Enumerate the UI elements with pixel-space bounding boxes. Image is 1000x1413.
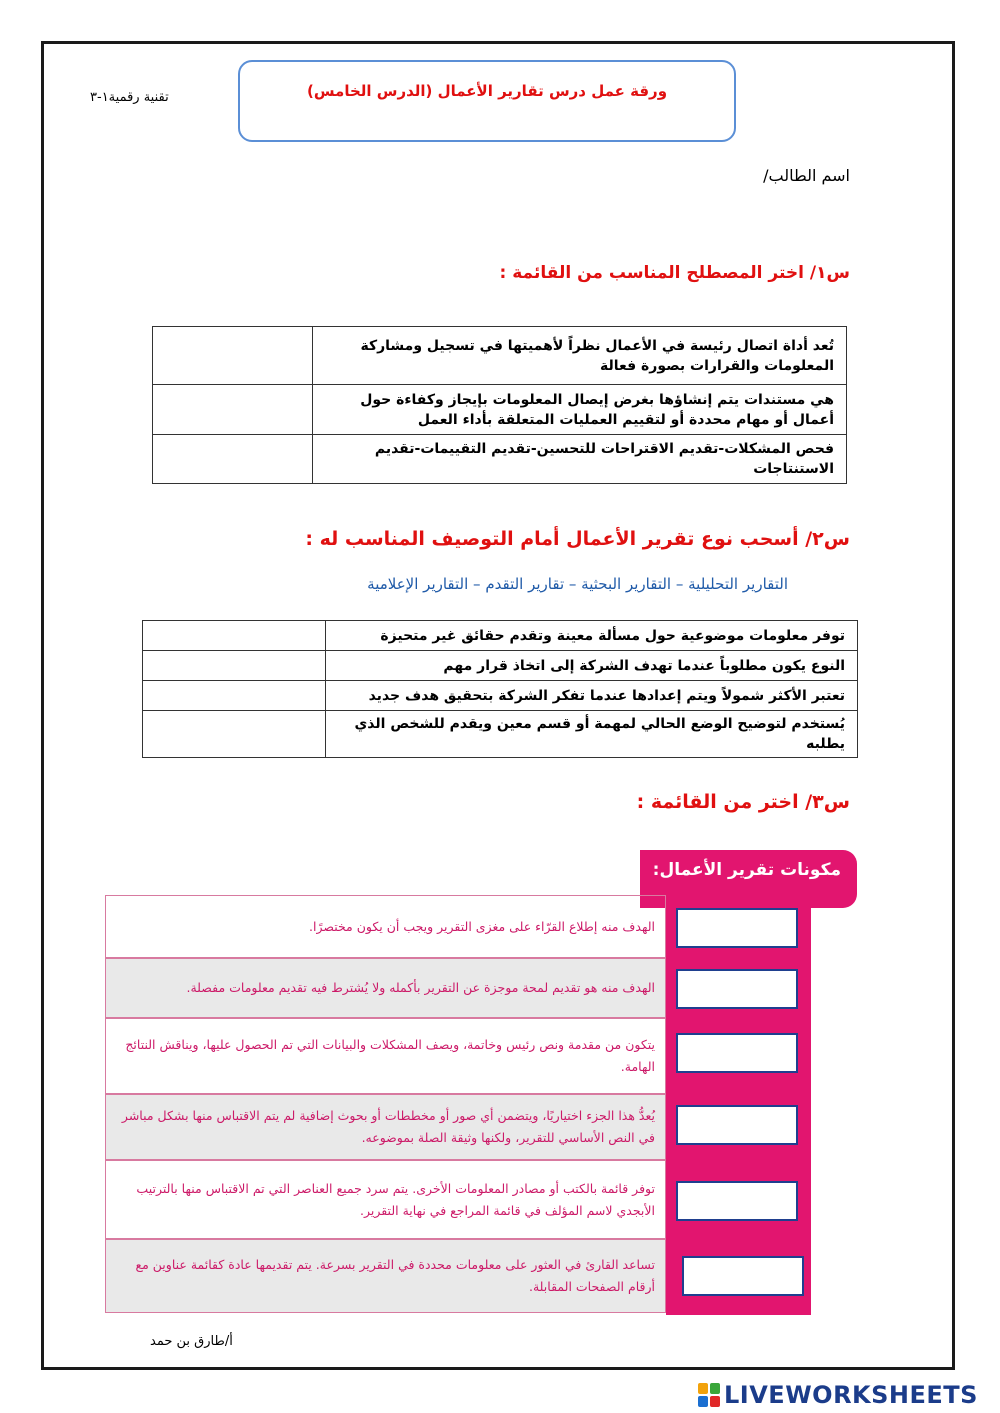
question-2-heading: س٢/ أسحب نوع تقرير الأعمال أمام التوصيف المناسب له : <box>305 528 850 550</box>
table-row <box>143 651 858 681</box>
question-1-table <box>152 326 847 484</box>
teacher-name: أ/طارق بن حمد <box>150 1334 233 1349</box>
worksheet-title: ورقة عمل درس تقارير الأعمال (الدرس الخامس) <box>306 82 668 100</box>
drop-cell[interactable] <box>143 681 326 711</box>
drop-cell[interactable] <box>143 651 326 681</box>
list-item <box>105 1160 666 1239</box>
component-description: توفر قائمة بالكتب أو مصادر المعلومات الأخرى. يتم سرد جميع العناصر التي تم الاقتباس منها بالترتيب الأبجدي لاسم المؤلف في قائمة المراجع في نهاية التقرير. <box>136 1180 655 1218</box>
liveworksheets-logo <box>698 1380 978 1410</box>
logo-text: LIVEWORKSHEETS <box>724 1381 978 1409</box>
list-item <box>105 1094 666 1160</box>
question-3-heading: س٣/ اختر من القائمة : <box>636 791 850 813</box>
component-description: يُعدُّ هذا الجزء اختياريًا، ويتضمن أي صور أو مخططات أو بحوث إضافية لم يتم الاقتباس منها بشكل مباشر في النص الأساسي للتقرير، ولكنها وثيقة الصلة بموضوعه. <box>121 1108 655 1145</box>
list-item <box>105 958 666 1018</box>
components-panel-title: مكونات تقرير الأعمال: <box>652 860 841 880</box>
student-name-label: اسم الطالب/ <box>763 166 850 185</box>
description-text: النوع يكون مطلوباً عندما تهدف الشركة إلى اتخاذ قرار مهم <box>326 651 858 681</box>
component-description: الهدف منه إطلاع القرّاء على مغزى التقرير ويجب أن يكون مختصرًا. <box>309 918 655 934</box>
table-row <box>153 435 847 484</box>
definition-text: فحص المشكلات-تقديم الاقتراحات للتحسين-تقديم التقييمات-تقديم الاستنتاجات <box>313 435 847 484</box>
component-answer-box[interactable] <box>676 1181 798 1221</box>
drop-cell[interactable] <box>143 711 326 758</box>
drop-cell[interactable] <box>143 621 326 651</box>
answer-cell[interactable] <box>153 385 313 435</box>
components-panel-header <box>640 850 857 908</box>
component-answer-box[interactable] <box>676 1033 798 1073</box>
component-answer-box[interactable] <box>682 1256 804 1296</box>
drag-options-list[interactable]: التقارير التحليلية – التقارير البحثية – تقارير التقدم – التقارير الإعلامية <box>367 575 788 593</box>
table-row <box>153 327 847 385</box>
components-column <box>666 893 811 1315</box>
component-description: تساعد القارئ في العثور على معلومات محددة في التقرير بسرعة. يتم تقديمها عادة كقائمة عناوين مع أرقام الصفحات المقابلة. <box>135 1257 655 1294</box>
component-answer-box[interactable] <box>676 969 798 1009</box>
answer-cell[interactable] <box>153 435 313 484</box>
worksheet-title-box <box>238 60 736 142</box>
table-row <box>143 621 858 651</box>
logo-grid-icon <box>698 1383 720 1407</box>
component-description: يتكون من مقدمة ونص رئيس وخاتمة، ويصف المشكلات والبيانات التي تم الحصول عليها، ويناقش النتائج الهامة. <box>125 1037 655 1074</box>
description-text: توفر معلومات موضوعية حول مسألة معينة وتقدم حقائق غير متحيزة <box>326 621 858 651</box>
question-2-table <box>142 620 858 758</box>
description-text: تعتبر الأكثر شمولاً ويتم إعدادها عندما تفكر الشركة بتحقيق هدف جديد <box>326 681 858 711</box>
course-label: تقنية رقمية١-٣ <box>90 90 169 105</box>
definition-text: تُعد أداة اتصال رئيسة في الأعمال نظراً لأهميتها في تسجيل ومشاركة المعلومات والقرارات بصورة فعالة <box>313 327 847 385</box>
list-item <box>105 1239 666 1313</box>
definition-text: هي مستندات يتم إنشاؤها بغرض إيصال المعلومات بإيجاز وكفاءة حول أعمال أو مهام محددة أو لتقييم العمليات المتعلقة بأداء العمل <box>313 385 847 435</box>
component-description: الهدف منه هو تقديم لمحة موجزة عن التقرير بأكمله ولا يُشترط فيه تقديم معلومات مفصلة. <box>186 980 655 995</box>
table-row <box>143 711 858 758</box>
component-answer-box[interactable] <box>676 1105 798 1145</box>
list-item <box>105 895 666 958</box>
list-item <box>105 1018 666 1094</box>
table-row <box>153 385 847 435</box>
answer-cell[interactable] <box>153 327 313 385</box>
table-row <box>143 681 858 711</box>
component-answer-box[interactable] <box>676 908 798 948</box>
description-text: يُستخدم لتوضيح الوضع الحالي لمهمة أو قسم معين ويقدم للشخص الذي يطلبه <box>326 711 858 758</box>
question-1-heading: س١/ اختر المصطلح المناسب من القائمة : <box>499 263 850 283</box>
